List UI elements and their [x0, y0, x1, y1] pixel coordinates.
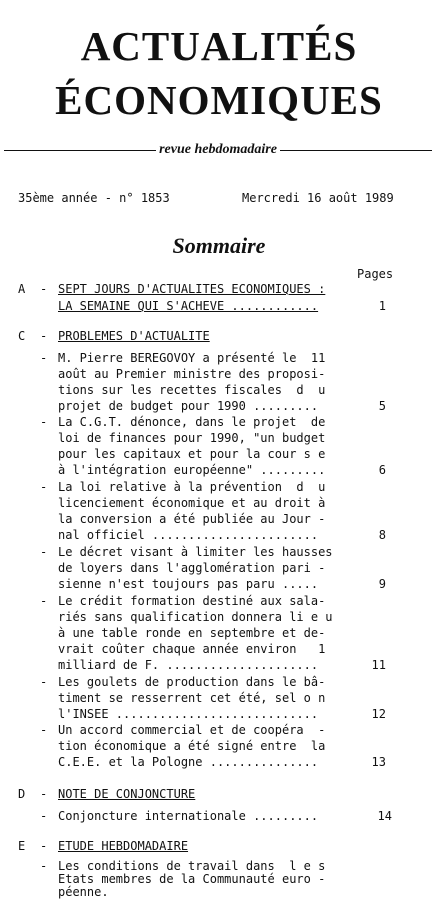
- page-number: 12: [371, 707, 386, 721]
- page-number: 13: [371, 755, 386, 769]
- section-dash: -: [40, 329, 48, 343]
- item-line: Les conditions de travail dans l e s: [58, 859, 326, 873]
- item-line: la conversion a été publiée au Jour -: [58, 512, 326, 526]
- section-title-line: PROBLEMES D'ACTUALITE: [58, 329, 210, 343]
- page-number: 11: [371, 658, 386, 672]
- page-number: 6: [378, 463, 386, 477]
- item-line: août au Premier ministre des proposi-: [58, 367, 326, 381]
- item-line: loi de finances pour 1990, "un budget: [58, 431, 326, 445]
- item-dash: -: [40, 675, 48, 689]
- section-title-line: NOTE DE CONJONCTURE: [58, 787, 196, 801]
- masthead-line2: ÉCONOMIQUES: [55, 77, 383, 123]
- pages-header: Pages: [357, 267, 394, 281]
- subtitle: revue hebdomadaire: [159, 142, 277, 157]
- item-dash: -: [40, 480, 48, 494]
- item-line: sienne n'est toujours pas paru .....: [58, 577, 319, 591]
- page-number: 8: [378, 528, 386, 542]
- item-line: à l'intégration européenne" .........: [58, 463, 326, 477]
- item-dash: -: [40, 859, 48, 873]
- item-line: péenne.: [58, 885, 109, 899]
- section-title-line: ETUDE HEBDOMADAIRE: [58, 839, 189, 853]
- item-line: Un accord commercial et de coopéra -: [58, 723, 326, 737]
- subtitle-rule-right: [280, 150, 432, 151]
- section-letter: E: [18, 839, 26, 853]
- item-line: Le crédit formation destiné aux sala-: [58, 594, 326, 608]
- page-number: 9: [378, 577, 386, 591]
- item-dash: -: [40, 594, 48, 608]
- page-number: 14: [377, 809, 392, 823]
- sommaire-title: Sommaire: [172, 233, 266, 258]
- item-line: licenciement économique et au droit à: [58, 496, 326, 510]
- item-line: Etats membres de la Communauté euro -: [58, 872, 326, 886]
- masthead-line1: ACTUALITÉS: [80, 23, 358, 69]
- subtitle-rule-left: [4, 150, 156, 151]
- page-number: 1: [378, 299, 386, 313]
- item-line: M. Pierre BEREGOVOY a présenté le 11: [58, 351, 326, 365]
- item-line: tion économique a été signé entre la: [58, 739, 326, 753]
- item-line: Conjoncture internationale .........: [58, 809, 319, 823]
- issue-number: 35ème année - n° 1853: [18, 191, 170, 205]
- item-line: pour les capitaux et pour la cour s e: [58, 447, 326, 461]
- section-letter: D: [18, 787, 26, 801]
- item-line: projet de budget pour 1990 .........: [58, 399, 319, 413]
- item-line: tions sur les recettes fiscales d u: [58, 383, 326, 397]
- item-line: nal officiel .......................: [58, 528, 319, 542]
- item-line: vrait coûter chaque année environ 1: [58, 642, 326, 656]
- item-line: C.E.E. et la Pologne ...............: [58, 755, 319, 769]
- item-line: La loi relative à la prévention d u: [58, 480, 326, 494]
- item-line: à une table ronde en septembre et de-: [58, 626, 326, 640]
- item-line: riés sans qualification donnera li e u: [58, 610, 333, 624]
- item-line: Le décret visant à limiter les hausses: [58, 545, 333, 559]
- page-number: 5: [378, 399, 386, 413]
- item-line: Les goulets de production dans le bâ-: [58, 675, 326, 689]
- item-line: de loyers dans l'agglomération pari -: [58, 561, 326, 575]
- item-dash: -: [40, 415, 48, 429]
- section-title-line: LA SEMAINE QUI S'ACHEVE ............: [58, 299, 319, 313]
- item-line: l'INSEE ............................: [58, 707, 319, 721]
- item-line: milliard de F. .....................: [58, 658, 319, 672]
- item-line: timent se resserrent cet été, sel o n: [58, 691, 326, 705]
- section-letter: A: [18, 282, 26, 296]
- section-letter: C: [18, 329, 26, 343]
- item-dash: -: [40, 351, 48, 365]
- section-title-line: SEPT JOURS D'ACTUALITES ECONOMIQUES :: [58, 282, 326, 296]
- section-dash: -: [40, 282, 48, 296]
- item-dash: -: [40, 809, 48, 823]
- issue-date: Mercredi 16 août 1989: [242, 191, 394, 205]
- item-dash: -: [40, 723, 48, 737]
- item-dash: -: [40, 545, 48, 559]
- item-line: La C.G.T. dénonce, dans le projet de: [58, 415, 326, 429]
- section-dash: -: [40, 839, 48, 853]
- subtitle-row: [4, 140, 432, 160]
- section-dash: -: [40, 787, 48, 801]
